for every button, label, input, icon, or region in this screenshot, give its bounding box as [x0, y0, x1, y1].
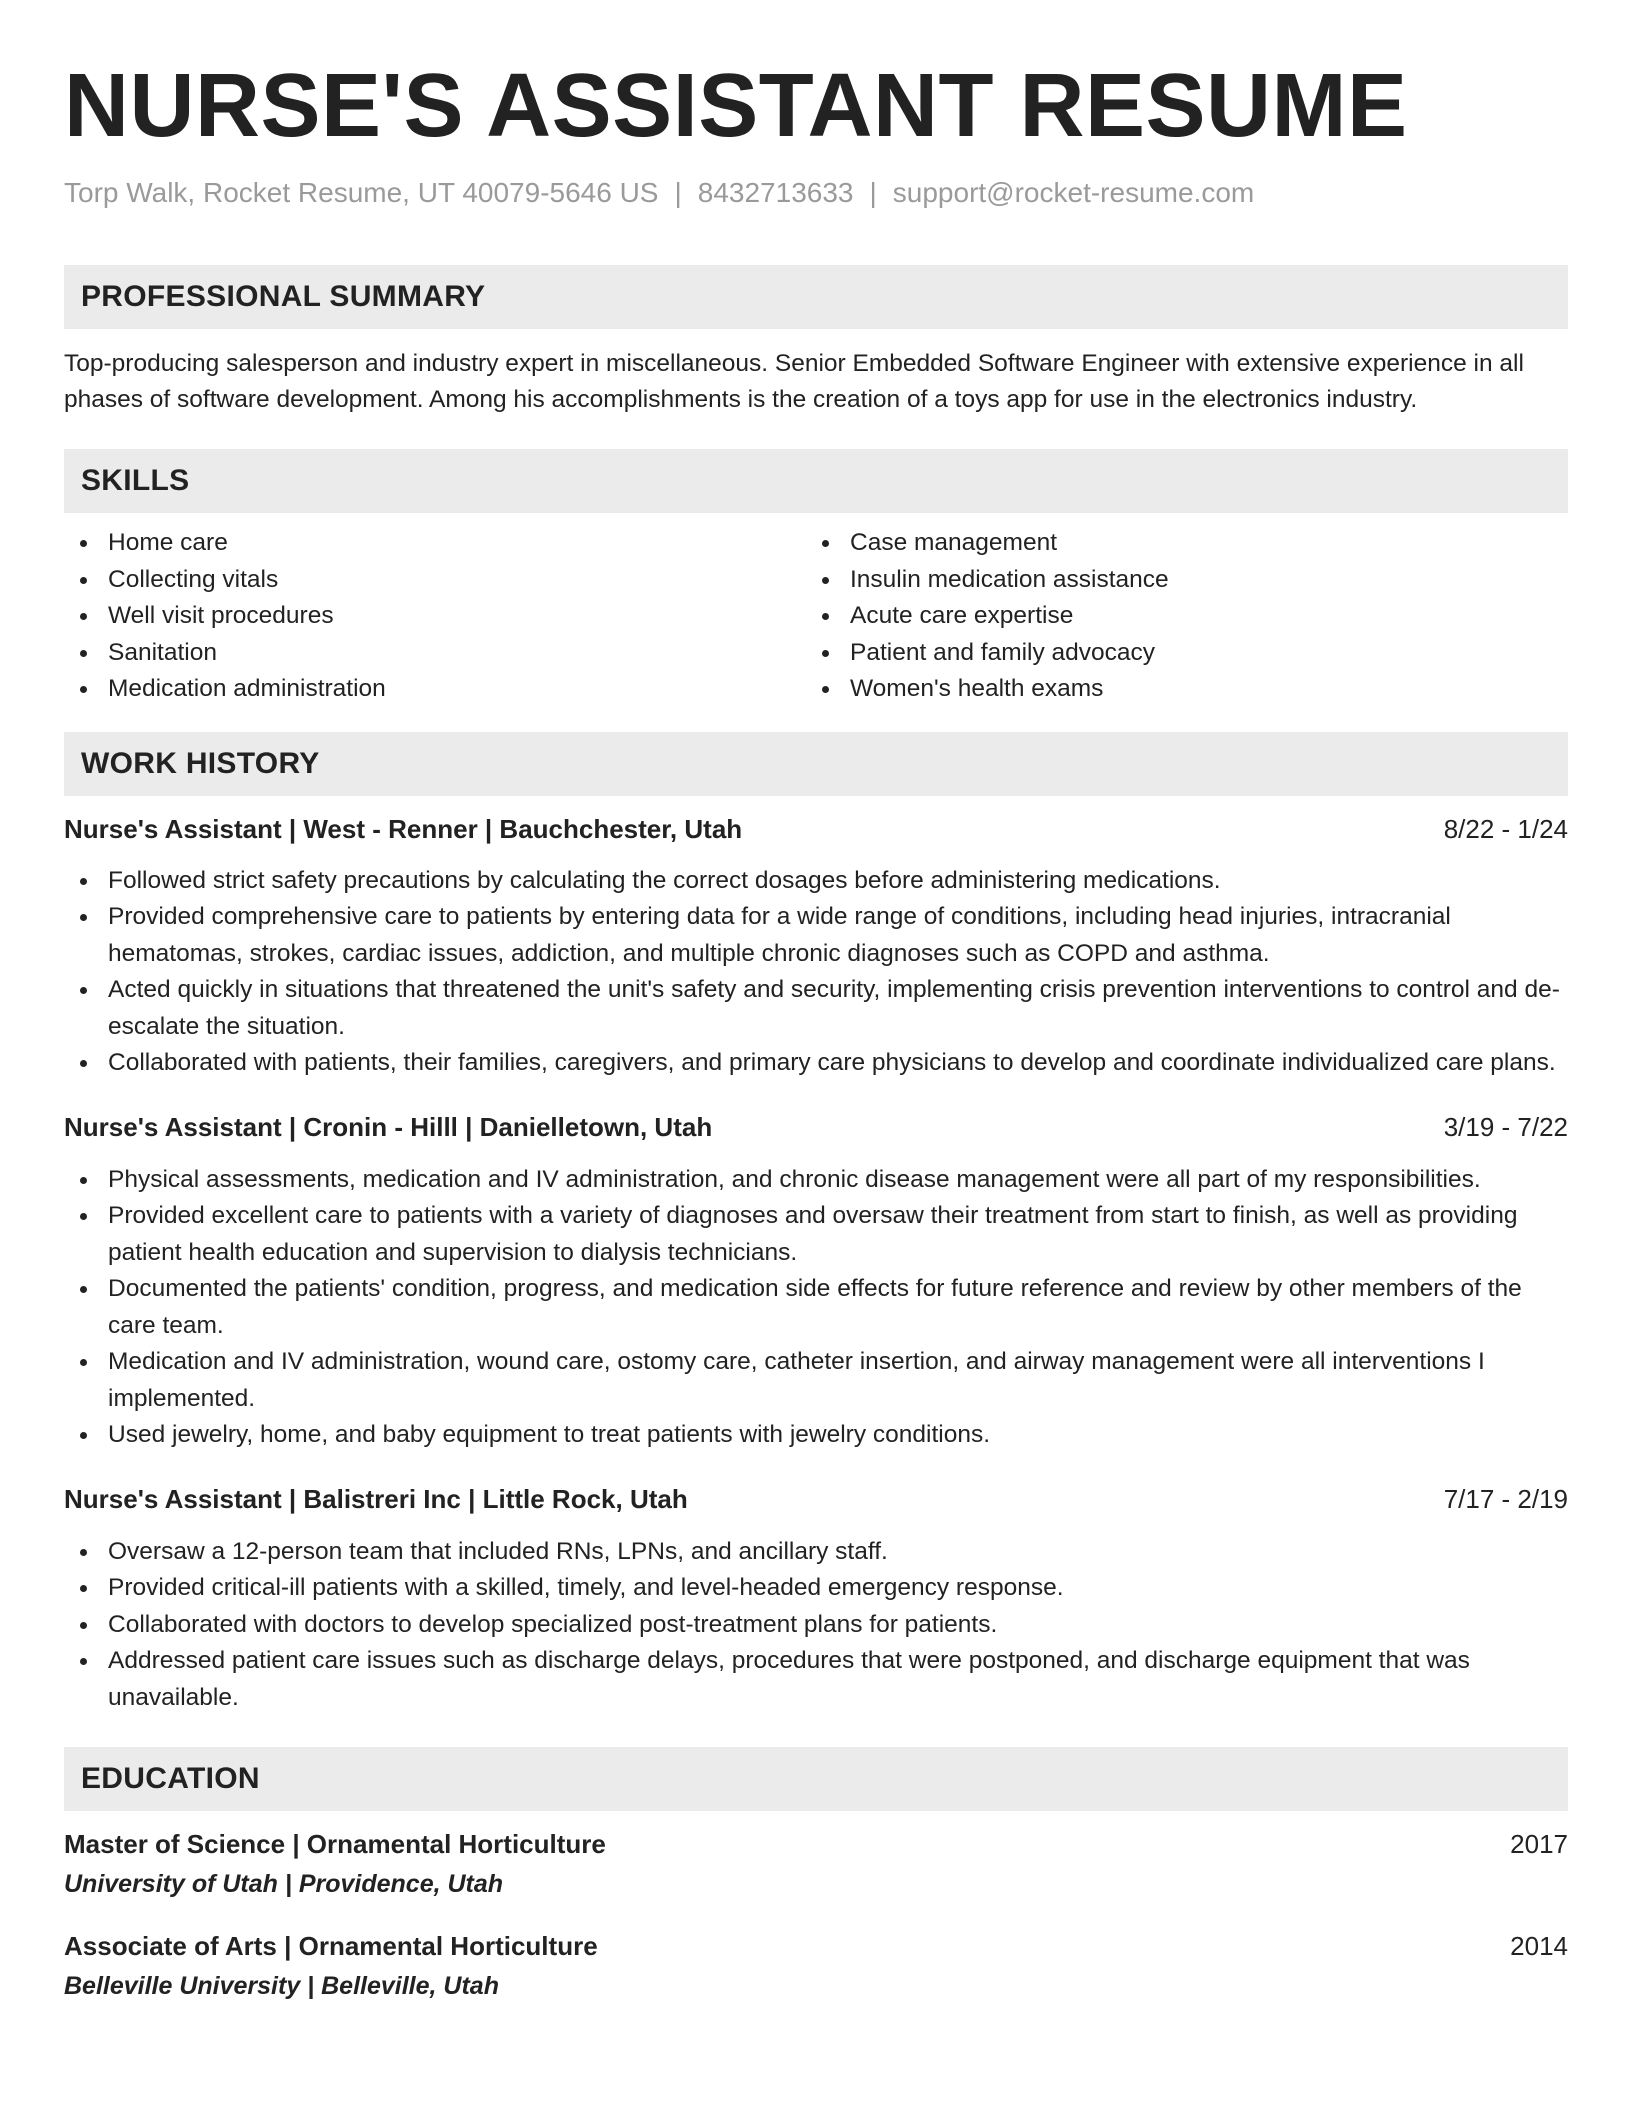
education-entry — [64, 1827, 1568, 1901]
job-bullet: Documented the patients' condition, progress, and medication side effects for future reference and review by other members of the care team. — [64, 1271, 1568, 1344]
skills-grid — [64, 525, 1568, 708]
job-title-row — [64, 812, 1568, 846]
skill-item: Well visit procedures — [64, 598, 806, 635]
contact-address: Torp Walk, Rocket Resume, UT 40079-5646 US — [64, 177, 659, 208]
skill-item: Patient and family advocacy — [806, 635, 1548, 672]
job-dates: 7/17 - 2/19 — [1443, 1483, 1568, 1514]
education-school: Belleville University | Belleville, Utah — [64, 1972, 499, 2000]
skill-item: Sanitation — [64, 635, 806, 672]
education-year: 2014 — [1510, 1931, 1568, 1961]
job-title-row — [64, 1110, 1568, 1144]
job-entry — [64, 1110, 1568, 1454]
job-bullet: Physical assessments, medication and IV administration, and chronic disease management were all part of my responsibilities. — [64, 1162, 1568, 1199]
job-dates: 8/22 - 1/24 — [1443, 813, 1568, 844]
skill-item: Women's health exams — [806, 671, 1548, 708]
job-dates: 3/19 - 7/22 — [1443, 1111, 1568, 1142]
skill-item: Collecting vitals — [64, 562, 806, 599]
job-bullet: Oversaw a 12-person team that included RNs, LPNs, and ancillary staff. — [64, 1534, 1568, 1571]
contact-separator: | — [869, 177, 877, 208]
education-school: University of Utah | Providence, Utah — [64, 1870, 504, 1898]
job-title-row — [64, 1482, 1568, 1516]
education-title-row — [64, 1929, 1568, 1963]
job-bullet: Provided critical-ill patients with a skilled, timely, and level-headed emergency response. — [64, 1570, 1568, 1607]
skill-item: Case management — [806, 525, 1548, 562]
contact-email: support@rocket-resume.com — [892, 177, 1255, 208]
job-title: Nurse's Assistant | West - Renner | Bauchchester, Utah — [64, 813, 743, 844]
job-bullets — [64, 1534, 1568, 1717]
education-year: 2017 — [1510, 1829, 1568, 1859]
education-degree: Associate of Arts | Ornamental Horticulture — [64, 1931, 598, 1961]
job-bullet: Provided comprehensive care to patients by entering data for a wide range of conditions, including head injuries, intracranial hematomas, strokes, cardiac issues, addiction, and multiple chronic diagnoses such as COPD and asthma. — [64, 899, 1568, 972]
contact-line — [64, 176, 1568, 210]
job-bullets — [64, 863, 1568, 1082]
job-bullets — [64, 1162, 1568, 1454]
job-bullet: Provided excellent care to patients with a variety of diagnoses and oversaw their treatment from start to finish, as well as providing patient health education and supervision to dialysis technicians. — [64, 1198, 1568, 1271]
section-header-summary: PROFESSIONAL SUMMARY — [64, 265, 1568, 329]
job-bullet: Medication and IV administration, wound care, ostomy care, catheter insertion, and airway management were all interventions I implemented. — [64, 1344, 1568, 1417]
job-title: Nurse's Assistant | Balistreri Inc | Little Rock, Utah — [64, 1483, 688, 1514]
job-title: Nurse's Assistant | Cronin - Hilll | Danielletown, Utah — [64, 1111, 713, 1142]
contact-phone: 8432713633 — [697, 177, 854, 208]
education-degree: Master of Science | Ornamental Horticulture — [64, 1829, 606, 1859]
summary-text: Top-producing salesperson and industry expert in miscellaneous. Senior Embedded Software Engineer with extensive experience in all phases of software development. Among his accomplishments is the creation of a toys app for use in the electronics industry. — [64, 350, 1524, 413]
job-bullet: Followed strict safety precautions by calculating the correct dosages before administering medications. — [64, 863, 1568, 900]
job-bullet: Collaborated with patients, their families, caregivers, and primary care physicians to develop and coordinate individualized care plans. — [64, 1045, 1568, 1082]
section-header-education: EDUCATION — [64, 1747, 1568, 1811]
contact-separator: | — [674, 177, 682, 208]
job-entry — [64, 1482, 1568, 1717]
resume-title: NURSE'S ASSISTANT RESUME — [64, 56, 1408, 156]
job-bullet: Addressed patient care issues such as discharge delays, procedures that were postponed, and discharge equipment that was unavailable. — [64, 1643, 1568, 1716]
skill-item: Acute care expertise — [806, 598, 1548, 635]
job-bullet: Used jewelry, home, and baby equipment to treat patients with jewelry conditions. — [64, 1417, 1568, 1454]
skill-item: Insulin medication assistance — [806, 562, 1548, 599]
section-header-skills: SKILLS — [64, 449, 1568, 513]
skills-column-right — [806, 525, 1548, 708]
skills-column-left — [64, 525, 806, 708]
skill-item: Medication administration — [64, 671, 806, 708]
job-entry — [64, 812, 1568, 1082]
section-header-work-history: WORK HISTORY — [64, 732, 1568, 796]
skill-item: Home care — [64, 525, 806, 562]
education-entry — [64, 1929, 1568, 2003]
job-bullet: Collaborated with doctors to develop specialized post-treatment plans for patients. — [64, 1607, 1568, 1644]
education-title-row — [64, 1827, 1568, 1861]
job-bullet: Acted quickly in situations that threatened the unit's safety and security, implementing crisis prevention interventions to control and de-escalate the situation. — [64, 972, 1568, 1045]
